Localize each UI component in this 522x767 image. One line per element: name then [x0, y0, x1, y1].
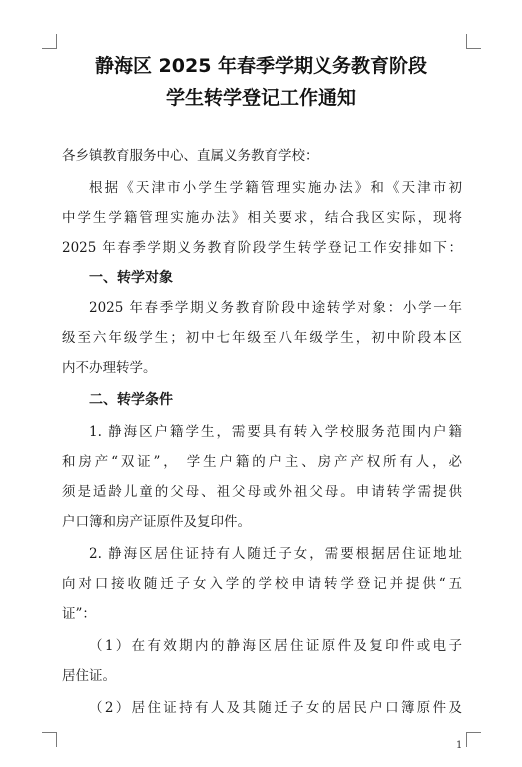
salutation: 各乡镇教育服务中心、直属义务教育学校：: [62, 148, 319, 164]
crop-mark-bottom-left: [42, 732, 57, 747]
item-2-line-2: 向对口接收随迁子女入学的学校申请转学登记并提供“五: [62, 576, 462, 592]
sub-item-1-line-1: （1）在有效期内的静海区居住证原件及复印件或电子: [89, 638, 462, 654]
item-2-line-3: 证”：: [62, 606, 96, 622]
item-1-line-3: 须是适龄儿童的父母、祖父母或外祖父母。申请转学需提供: [62, 484, 462, 500]
section-1-line-3: 内不办理转学。: [62, 360, 157, 376]
sub-item-2-line-1: （2）居住证持有人及其随迁子女的居民户口簿原件及: [89, 700, 462, 716]
item-1-line-4: 户口簿和房产证原件及复印件。: [62, 514, 251, 530]
crop-mark-bottom-right: [466, 732, 481, 747]
document-title-line-2: 学生转学登记工作通知: [165, 87, 356, 109]
crop-mark-top-left: [42, 34, 57, 49]
intro-line-1: 根据《天津市小学生学籍管理实施办法》和《天津市初: [89, 180, 462, 196]
section-1-line-2: 级至六年级学生；初中七年级至八年级学生，初中阶段本区: [62, 330, 462, 346]
intro-line-3: 2025 年春季学期义务教育阶段学生转学登记工作安排如下：: [62, 240, 462, 256]
sub-item-1-line-2: 居住证。: [62, 668, 116, 684]
section-1-line-1: 2025 年春季学期义务教育阶段中途转学对象：小学一年: [89, 300, 462, 316]
item-2-line-1: 2. 静海区居住证持有人随迁子女，需要根据居住证地址: [89, 546, 462, 562]
page-number: 1: [456, 740, 463, 751]
item-1-line-1: 1. 静海区户籍学生，需要具有转入学校服务范围内户籍: [89, 424, 462, 440]
crop-mark-top-right: [466, 34, 481, 49]
document-title-line-1: 静海区 2025 年春季学期义务教育阶段: [94, 55, 428, 77]
section-2-heading: 二、转学条件: [89, 392, 173, 408]
item-1-line-2: 和房产“双证”， 学生户籍的户主、房产产权所有人，必: [62, 454, 462, 470]
intro-line-2: 中学生学籍管理实施办法》相关要求，结合我区实际，现将: [62, 210, 462, 226]
section-1-heading: 一、转学对象: [89, 270, 173, 286]
